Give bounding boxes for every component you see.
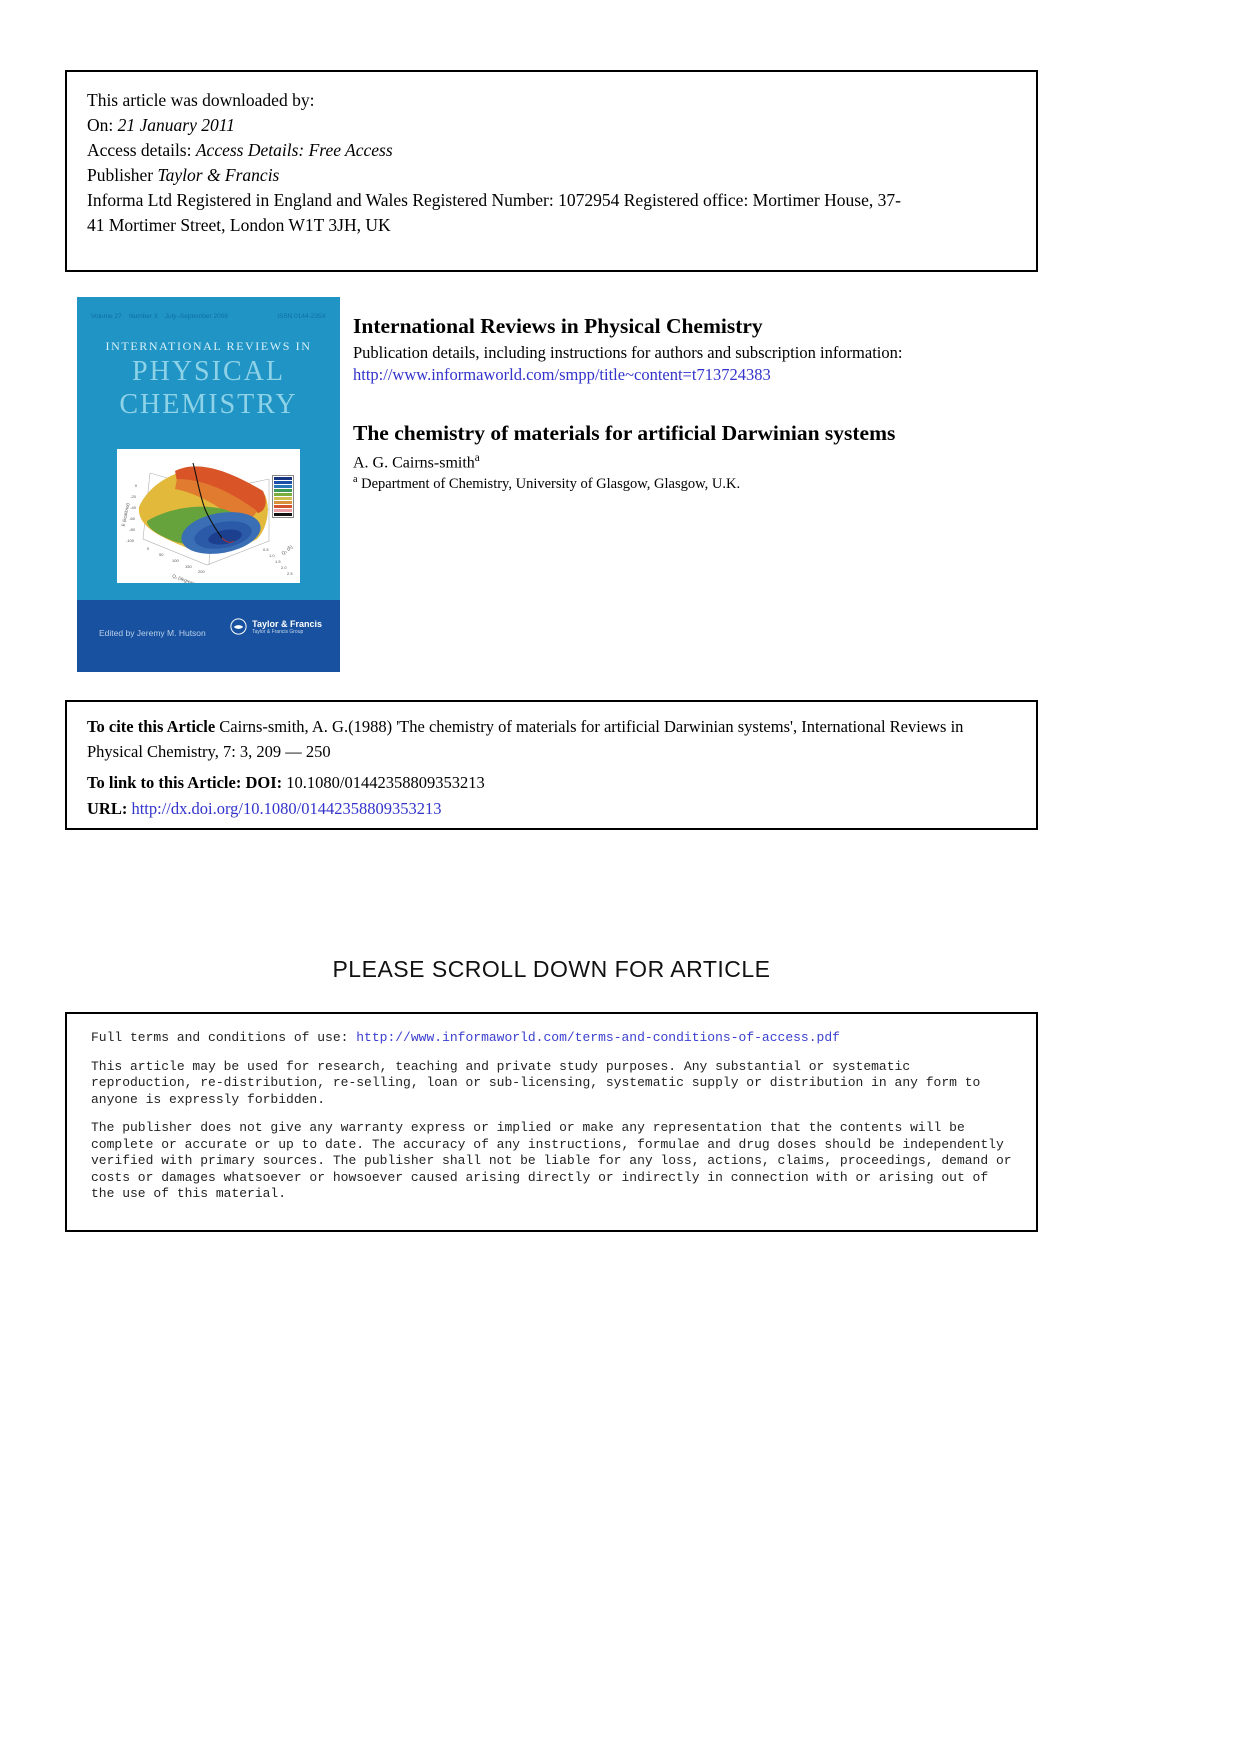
- article-title: The chemistry of materials for artificial Darwinian systems: [353, 421, 896, 445]
- svg-text:50: 50: [159, 552, 164, 557]
- cover-bottom-band: [77, 600, 340, 672]
- svg-text:150: 150: [185, 564, 192, 569]
- cover-issn: ISSN 0144-235X: [277, 313, 326, 320]
- journal-link-line: [353, 364, 1023, 386]
- tf-name: Taylor & Francis: [252, 618, 322, 629]
- svg-text:0.5: 0.5: [263, 547, 269, 552]
- svg-text:1.5: 1.5: [275, 559, 281, 564]
- cite-line: To cite this Article Cairns-smith, A. G.(1988) 'The chemistry of materials for artificial Darwinian systems', International Reviews in Physical Chemistry, 7: 3, 209 — 250: [87, 717, 964, 761]
- svg-text:-60: -60: [129, 516, 135, 521]
- publication-details: Publication details, including instructions for authors and subscription information:: [353, 343, 903, 362]
- svg-text:-20: -20: [130, 494, 136, 499]
- svg-text:-100: -100: [125, 538, 134, 543]
- scroll-notice: PLEASE SCROLL DOWN FOR ARTICLE: [332, 956, 771, 982]
- full-terms-line: Full terms and conditions of use: http://www.informaworld.com/terms-and-conditions-of-access.pdf: [91, 1030, 840, 1045]
- journal-cover: [77, 297, 340, 672]
- cover-journal-name: PHYSICAL CHEMISTRY: [119, 356, 298, 420]
- plot-legend: [272, 475, 294, 518]
- author-line: A. G. Cairns-smith$^a$: [353, 452, 480, 472]
- cover-edited-by: Edited by Jeremy M. Hutson: [99, 628, 206, 638]
- citation-box: [65, 700, 1038, 830]
- publisher-line: Publisher Taylor & Francis: [87, 165, 280, 185]
- tf-group: Taylor & Francis Group: [252, 628, 304, 635]
- taylor-francis-icon: [230, 618, 247, 635]
- svg-text:2.0: 2.0: [281, 565, 287, 570]
- svg-text:100: 100: [172, 558, 179, 563]
- svg-text:0: 0: [147, 546, 150, 551]
- url-line: URL: http://dx.doi.org/10.1080/01442358809353213: [87, 799, 442, 818]
- doi-url-link[interactable]: http://dx.doi.org/10.1080/01442358809353213: [131, 799, 442, 818]
- cover-series-title: INTERNATIONAL REVIEWS IN: [105, 339, 312, 353]
- terms-url-link[interactable]: http://www.informaworld.com/terms-and-conditions-of-access.pdf: [356, 1030, 840, 1045]
- svg-text:Q₂ (Å): Q₂ (Å): [280, 544, 294, 556]
- access-details-line: Access details: Access Details: Free Access: [87, 140, 393, 160]
- header-column: [353, 313, 1023, 493]
- author-affiliation-mark: a: [474, 452, 480, 464]
- svg-text:E (kcal/mol): E (kcal/mol): [120, 502, 131, 527]
- doi-line: To link to this Article: DOI: 10.1080/01442358809353213: [87, 773, 485, 792]
- svg-text:-80: -80: [129, 527, 135, 532]
- journal-url-link[interactable]: http://www.informaworld.com/smpp/title~content=t713724383: [353, 365, 771, 384]
- svg-text:2.5: 2.5: [287, 571, 293, 576]
- svg-text:Q₁ (degree): Q₁ (degree): [171, 573, 196, 583]
- taylor-francis-logo: [230, 618, 322, 635]
- download-date-line: On: 21 January 2011: [87, 115, 235, 135]
- svg-text:0: 0: [134, 483, 137, 488]
- downloaded-by-line: This article was downloaded by:: [87, 90, 315, 110]
- cover-volume-line: Volume 27 Number 3 July–September 2008: [91, 313, 228, 320]
- journal-title: International Reviews in Physical Chemistry: [353, 314, 763, 338]
- cover-masthead: [77, 313, 340, 320]
- informa-line-1: Informa Ltd Registered in England and Wales Registered Number: 1072954 Registered office: Mortimer House, 37-: [87, 190, 901, 210]
- affiliation-line: $^a$ Department of Chemistry, University of Glasgow, Glasgow, U.K.: [353, 474, 741, 493]
- download-info-box: [65, 70, 1038, 272]
- terms-box: [65, 1012, 1038, 1232]
- terms-paragraph-2: The publisher does not give any warranty express or implied or make any representation that the contents will be complete or accurate or up to date. The accuracy of any instructions, formulae and drug doses should be independently verified with primary sources. The publisher shall not be liable for any loss, actions, claims, proceedings, demand or costs or damages whatsoever or howsoever caused arising directly or indirectly in connection with or arising out of the use of this material.: [91, 1120, 1012, 1201]
- svg-text:200: 200: [198, 569, 205, 574]
- svg-text:-40: -40: [130, 505, 136, 510]
- informa-line-2: 41 Mortimer Street, London W1T 3JH, UK: [87, 215, 391, 235]
- terms-paragraph-1: This article may be used for research, teaching and private study purposes. Any substantial or systematic reproduction, re-distribution, re-selling, loan or sub-licensing, systematic supply or distribution in any form to anyone is expressly forbidden.: [91, 1058, 981, 1107]
- svg-text:1.0: 1.0: [269, 553, 275, 558]
- cover-surface-plot: [117, 449, 300, 583]
